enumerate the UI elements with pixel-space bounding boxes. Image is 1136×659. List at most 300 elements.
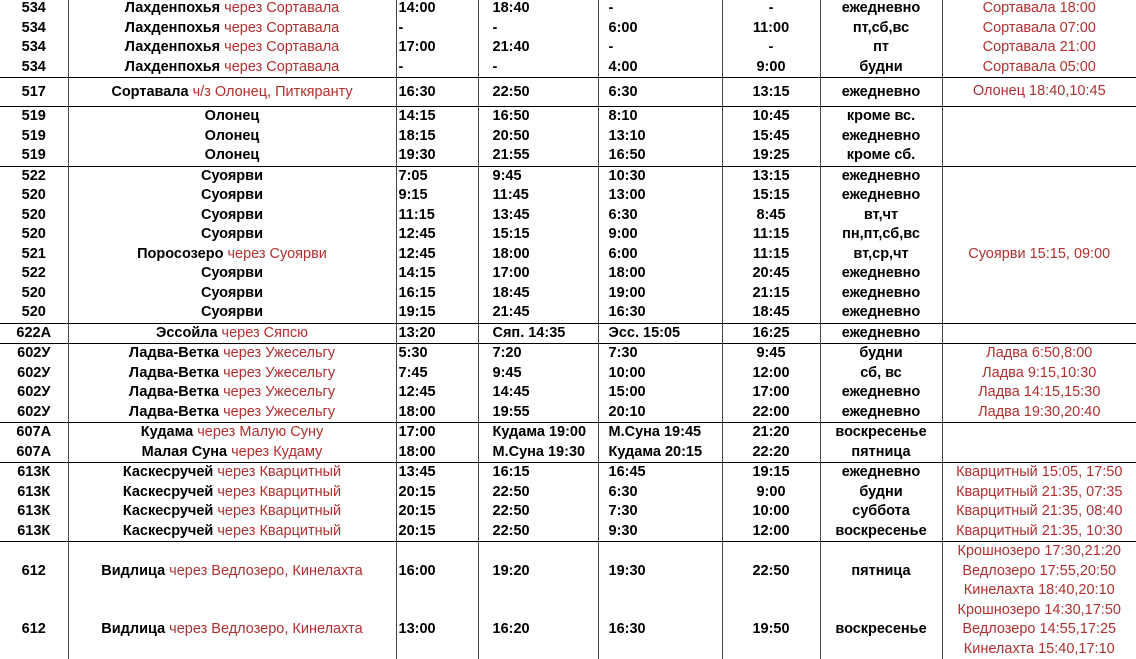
destination-name: Кудама: [141, 424, 193, 440]
arrival-time: 9:45: [478, 166, 598, 186]
departure-time: 13:20: [396, 323, 478, 344]
route-number: 607А: [0, 443, 68, 463]
schedule-row: [0, 383, 1136, 403]
schedule-row: [0, 58, 1136, 78]
arrival-time: 16:20: [478, 601, 598, 659]
destination: [68, 284, 396, 304]
operating-days: будни: [820, 344, 942, 364]
return-arrival-time: 9:00: [722, 58, 820, 78]
return-arrival-time: 19:50: [722, 601, 820, 659]
destination-name: Суоярви: [201, 168, 263, 184]
stop-notes: [942, 166, 1136, 186]
schedule-row: [0, 284, 1136, 304]
destination-via: через Ужесельгу: [219, 404, 335, 420]
operating-days: ежедневно: [820, 323, 942, 344]
departure-time: 5:30: [396, 344, 478, 364]
arrival-time: 13:45: [478, 206, 598, 226]
return-arrival-time: 10:00: [722, 502, 820, 522]
operating-days: ежедневно: [820, 166, 942, 186]
return-departure-time: Эсс. 15:05: [598, 323, 722, 344]
destination-name: Каскесручей: [123, 464, 213, 480]
schedule-row: [0, 502, 1136, 522]
route-number: 613К: [0, 483, 68, 503]
operating-days: воскресенье: [820, 522, 942, 542]
operating-days: воскресенье: [820, 601, 942, 659]
destination: [68, 146, 396, 166]
route-number: 534: [0, 38, 68, 58]
operating-days: ежедневно: [820, 383, 942, 403]
stop-notes: [942, 127, 1136, 147]
return-departure-time: 8:10: [598, 107, 722, 127]
schedule-row: [0, 166, 1136, 186]
stop-notes: [942, 186, 1136, 206]
arrival-time: 11:45: [478, 186, 598, 206]
arrival-time: Сяп. 14:35: [478, 323, 598, 344]
return-departure-time: 9:30: [598, 522, 722, 542]
operating-days: ежедневно: [820, 463, 942, 483]
schedule-row: [0, 186, 1136, 206]
destination: [68, 303, 396, 323]
destination: [68, 19, 396, 39]
stop-notes: [942, 58, 1136, 78]
route-number: 607А: [0, 423, 68, 443]
destination-name: Видлица: [101, 621, 165, 637]
destination: [68, 542, 396, 601]
return-departure-time: 15:00: [598, 383, 722, 403]
return-arrival-time: 12:00: [722, 364, 820, 384]
destination-via: через Кварцитный: [213, 484, 341, 500]
stop-note: Кинелахта 18:40,20:10: [943, 581, 1136, 601]
arrival-time: 16:15: [478, 463, 598, 483]
stop-note: Кварцитный 21:35, 08:40: [943, 502, 1136, 522]
return-departure-time: 13:10: [598, 127, 722, 147]
route-number: 522: [0, 166, 68, 186]
departure-time: -: [396, 58, 478, 78]
destination-name: Суоярви: [201, 304, 263, 320]
stop-notes: [942, 206, 1136, 226]
departure-time: 14:00: [396, 0, 478, 19]
arrival-time: 22:50: [478, 502, 598, 522]
destination-name: Суоярви: [201, 207, 263, 223]
arrival-time: 21:40: [478, 38, 598, 58]
destination-name: Суоярви: [201, 226, 263, 242]
stop-notes: [942, 323, 1136, 344]
destination: [68, 58, 396, 78]
stop-notes: [942, 522, 1136, 542]
stop-notes: [942, 38, 1136, 58]
return-arrival-time: 13:15: [722, 78, 820, 107]
departure-time: 18:15: [396, 127, 478, 147]
return-arrival-time: 20:45: [722, 264, 820, 284]
destination: [68, 443, 396, 463]
return-arrival-time: 21:15: [722, 284, 820, 304]
schedule-row: [0, 206, 1136, 226]
schedule-row: [0, 542, 1136, 601]
operating-days: ежедневно: [820, 403, 942, 423]
return-departure-time: 16:30: [598, 303, 722, 323]
schedule-row: [0, 344, 1136, 364]
route-number: 602У: [0, 344, 68, 364]
return-departure-time: 16:45: [598, 463, 722, 483]
destination-name: Ладва-Ветка: [129, 365, 219, 381]
operating-days: вт,чт: [820, 206, 942, 226]
operating-days: ежедневно: [820, 0, 942, 19]
stop-note: Ведлозеро 14:55,17:25: [943, 620, 1136, 640]
stop-notes: [942, 364, 1136, 384]
departure-time: -: [396, 19, 478, 39]
operating-days: ежедневно: [820, 78, 942, 107]
return-departure-time: 16:30: [598, 601, 722, 659]
destination-name: Олонец: [205, 108, 260, 124]
operating-days: кроме сб.: [820, 146, 942, 166]
return-arrival-time: 22:50: [722, 542, 820, 601]
departure-time: 12:45: [396, 245, 478, 265]
return-arrival-time: 9:00: [722, 483, 820, 503]
operating-days: будни: [820, 483, 942, 503]
destination-name: Сортавала: [111, 84, 188, 100]
stop-note: Кинелахта 15:40,17:10: [943, 640, 1136, 659]
arrival-time: 22:50: [478, 78, 598, 107]
schedule-row: [0, 107, 1136, 127]
return-departure-time: Кудама 20:15: [598, 443, 722, 463]
departure-time: 11:15: [396, 206, 478, 226]
return-departure-time: 7:30: [598, 502, 722, 522]
destination-via: через Ужесельгу: [219, 384, 335, 400]
schedule-row: [0, 483, 1136, 503]
return-departure-time: 6:30: [598, 483, 722, 503]
departure-time: 12:45: [396, 383, 478, 403]
destination: [68, 264, 396, 284]
destination: [68, 186, 396, 206]
operating-days: будни: [820, 58, 942, 78]
stop-notes: [942, 502, 1136, 522]
operating-days: ежедневно: [820, 186, 942, 206]
stop-note: Ведлозеро 17:55,20:50: [943, 562, 1136, 582]
destination-via: ч/з Олонец, Питкяранту: [189, 84, 353, 100]
destination: [68, 107, 396, 127]
schedule-row: [0, 0, 1136, 19]
destination: [68, 383, 396, 403]
operating-days: пн,пт,сб,вс: [820, 225, 942, 245]
destination: [68, 166, 396, 186]
route-number: 622А: [0, 323, 68, 344]
arrival-time: -: [478, 19, 598, 39]
return-arrival-time: 18:45: [722, 303, 820, 323]
arrival-time: 17:00: [478, 264, 598, 284]
destination-name: Лахденпохья: [125, 39, 220, 55]
stop-note: Крошнозеро 17:30,21:20: [943, 542, 1136, 562]
return-departure-time: 6:00: [598, 19, 722, 39]
stop-notes: [942, 78, 1136, 107]
return-departure-time: 10:30: [598, 166, 722, 186]
operating-days: суббота: [820, 502, 942, 522]
arrival-time: 19:20: [478, 542, 598, 601]
arrival-time: 21:45: [478, 303, 598, 323]
stop-notes: [942, 483, 1136, 503]
departure-time: 9:15: [396, 186, 478, 206]
departure-time: 13:45: [396, 463, 478, 483]
schedule-row: [0, 323, 1136, 344]
destination-name: Малая Суна: [142, 444, 227, 460]
destination-via: через Сортавала: [220, 0, 339, 16]
schedule-row: [0, 403, 1136, 423]
return-arrival-time: 15:45: [722, 127, 820, 147]
destination-via: через Сортавала: [220, 59, 339, 75]
return-departure-time: 13:00: [598, 186, 722, 206]
destination-name: Лахденпохья: [125, 20, 220, 36]
return-departure-time: 9:00: [598, 225, 722, 245]
destination-via: через Кварцитный: [213, 464, 341, 480]
destination-via: через Кварцитный: [213, 503, 341, 519]
destination: [68, 403, 396, 423]
operating-days: пт,сб,вс: [820, 19, 942, 39]
departure-time: 16:15: [396, 284, 478, 304]
return-arrival-time: -: [722, 0, 820, 19]
departure-time: 17:00: [396, 38, 478, 58]
destination-name: Ладва-Ветка: [129, 384, 219, 400]
return-departure-time: -: [598, 38, 722, 58]
schedule-row: [0, 78, 1136, 107]
operating-days: воскресенье: [820, 423, 942, 443]
arrival-time: 15:15: [478, 225, 598, 245]
route-number: 613К: [0, 463, 68, 483]
return-departure-time: 6:30: [598, 78, 722, 107]
operating-days: вт,ср,чт: [820, 245, 942, 265]
destination: [68, 423, 396, 443]
return-arrival-time: 19:15: [722, 463, 820, 483]
route-number: 520: [0, 284, 68, 304]
return-arrival-time: 8:45: [722, 206, 820, 226]
arrival-time: М.Суна 19:30: [478, 443, 598, 463]
stop-note: Кварцитный 15:05, 17:50: [943, 463, 1136, 483]
destination: [68, 522, 396, 542]
stop-notes: [942, 19, 1136, 39]
stop-note: Ладва 14:15,15:30: [943, 383, 1136, 403]
return-arrival-time: 13:15: [722, 166, 820, 186]
schedule-row: [0, 601, 1136, 659]
destination-name: Каскесручей: [123, 523, 213, 539]
stop-notes: [942, 107, 1136, 127]
schedule-row: [0, 303, 1136, 323]
arrival-time: -: [478, 58, 598, 78]
schedule-row: [0, 245, 1136, 265]
destination-via: через Ведлозеро, Кинелахта: [165, 563, 363, 579]
return-departure-time: 10:00: [598, 364, 722, 384]
return-departure-time: 7:30: [598, 344, 722, 364]
return-arrival-time: 11:15: [722, 225, 820, 245]
destination: [68, 0, 396, 19]
stop-note: Суоярви 15:15, 09:00: [943, 245, 1136, 265]
route-number: 612: [0, 542, 68, 601]
stop-notes: [942, 463, 1136, 483]
stop-note: Сортавала 05:00: [943, 58, 1136, 78]
schedule-row: [0, 225, 1136, 245]
schedule-row: [0, 19, 1136, 39]
stop-notes: [942, 284, 1136, 304]
destination-name: Каскесручей: [123, 484, 213, 500]
route-number: 602У: [0, 403, 68, 423]
route-number: 519: [0, 146, 68, 166]
departure-time: 14:15: [396, 264, 478, 284]
arrival-time: 18:40: [478, 0, 598, 19]
arrival-time: 16:50: [478, 107, 598, 127]
schedule-row: [0, 127, 1136, 147]
destination-name: Олонец: [205, 147, 260, 163]
destination-via: через Ужесельгу: [219, 365, 335, 381]
route-number: 534: [0, 19, 68, 39]
route-number: 613К: [0, 502, 68, 522]
destination-via: через Сортавала: [220, 39, 339, 55]
return-arrival-time: 11:00: [722, 19, 820, 39]
destination-name: Поросозеро: [137, 246, 223, 262]
schedule-row: [0, 146, 1136, 166]
operating-days: пятница: [820, 443, 942, 463]
schedule-row: [0, 38, 1136, 58]
destination-name: Олонец: [205, 128, 260, 144]
route-number: 517: [0, 78, 68, 107]
destination: [68, 344, 396, 364]
departure-time: 20:15: [396, 483, 478, 503]
route-number: 613К: [0, 522, 68, 542]
stop-notes: [942, 601, 1136, 659]
return-departure-time: 6:00: [598, 245, 722, 265]
stop-note: Ладва 6:50,8:00: [943, 344, 1136, 364]
destination-name: Ладва-Ветка: [129, 345, 219, 361]
stop-note: Кварцитный 21:35, 10:30: [943, 522, 1136, 542]
stop-note: Кварцитный 21:35, 07:35: [943, 483, 1136, 503]
route-number: 520: [0, 186, 68, 206]
destination: [68, 323, 396, 344]
stop-notes: [942, 423, 1136, 443]
route-number: 519: [0, 107, 68, 127]
route-number: 602У: [0, 383, 68, 403]
operating-days: ежедневно: [820, 127, 942, 147]
stop-notes: [942, 383, 1136, 403]
stop-notes: [942, 303, 1136, 323]
departure-time: 18:00: [396, 443, 478, 463]
departure-time: 20:15: [396, 502, 478, 522]
return-arrival-time: 11:15: [722, 245, 820, 265]
destination-via: через Малую Суну: [193, 424, 323, 440]
departure-time: 20:15: [396, 522, 478, 542]
stop-notes: [942, 225, 1136, 245]
return-arrival-time: 21:20: [722, 423, 820, 443]
arrival-time: 9:45: [478, 364, 598, 384]
destination-name: Суоярви: [201, 285, 263, 301]
schedule-row: [0, 443, 1136, 463]
return-arrival-time: 16:25: [722, 323, 820, 344]
destination-via: через Сяпсю: [218, 325, 308, 341]
stop-note: Олонец 18:40,10:45: [943, 82, 1136, 102]
departure-time: 16:00: [396, 542, 478, 601]
destination: [68, 38, 396, 58]
arrival-time: 14:45: [478, 383, 598, 403]
stop-note: Ладва 19:30,20:40: [943, 403, 1136, 423]
stop-note: Сортавала 21:00: [943, 38, 1136, 58]
departure-time: 19:15: [396, 303, 478, 323]
destination: [68, 502, 396, 522]
stop-notes: [942, 146, 1136, 166]
destination-via: через Ведлозеро, Кинелахта: [165, 621, 363, 637]
stop-notes: [942, 264, 1136, 284]
stop-note: Крошнозеро 14:30,17:50: [943, 601, 1136, 621]
departure-time: 13:00: [396, 601, 478, 659]
return-departure-time: 19:30: [598, 542, 722, 601]
operating-days: ежедневно: [820, 303, 942, 323]
route-number: 519: [0, 127, 68, 147]
arrival-time: 7:20: [478, 344, 598, 364]
return-departure-time: М.Суна 19:45: [598, 423, 722, 443]
departure-time: 17:00: [396, 423, 478, 443]
route-number: 534: [0, 0, 68, 19]
schedule-row: [0, 463, 1136, 483]
stop-notes: [942, 344, 1136, 364]
destination-name: Лахденпохья: [125, 0, 220, 16]
stop-notes: [942, 0, 1136, 19]
arrival-time: 19:55: [478, 403, 598, 423]
destination-name: Ладва-Ветка: [129, 404, 219, 420]
destination-name: Лахденпохья: [125, 59, 220, 75]
return-arrival-time: -: [722, 38, 820, 58]
destination-via: через Кварцитный: [213, 523, 341, 539]
stop-notes: [942, 245, 1136, 265]
route-number: 522: [0, 264, 68, 284]
destination-name: Каскесручей: [123, 503, 213, 519]
return-departure-time: -: [598, 0, 722, 19]
destination-name: Эссойла: [156, 325, 218, 341]
route-number: 534: [0, 58, 68, 78]
destination-via: через Ужесельгу: [219, 345, 335, 361]
route-number: 520: [0, 206, 68, 226]
operating-days: пт: [820, 38, 942, 58]
arrival-time: 22:50: [478, 522, 598, 542]
arrival-time: 20:50: [478, 127, 598, 147]
arrival-time: 21:55: [478, 146, 598, 166]
stop-note: Ладва 9:15,10:30: [943, 364, 1136, 384]
stop-note: Сортавала 07:00: [943, 19, 1136, 39]
return-departure-time: 19:00: [598, 284, 722, 304]
schedule-row: [0, 423, 1136, 443]
destination: [68, 225, 396, 245]
route-number: 521: [0, 245, 68, 265]
arrival-time: 18:00: [478, 245, 598, 265]
destination-via: через Суоярви: [223, 246, 326, 262]
departure-time: 7:05: [396, 166, 478, 186]
return-arrival-time: 12:00: [722, 522, 820, 542]
destination-name: Суоярви: [201, 265, 263, 281]
stop-notes: [942, 403, 1136, 423]
destination: [68, 78, 396, 107]
route-number: 612: [0, 601, 68, 659]
departure-time: 12:45: [396, 225, 478, 245]
schedule-row: [0, 522, 1136, 542]
destination: [68, 245, 396, 265]
operating-days: кроме вс.: [820, 107, 942, 127]
schedule-row: [0, 364, 1136, 384]
route-number: 520: [0, 303, 68, 323]
return-arrival-time: 19:25: [722, 146, 820, 166]
return-arrival-time: 15:15: [722, 186, 820, 206]
stop-notes: [942, 443, 1136, 463]
return-departure-time: 6:30: [598, 206, 722, 226]
arrival-time: Кудама 19:00: [478, 423, 598, 443]
return-arrival-time: 22:00: [722, 403, 820, 423]
destination-via: через Сортавала: [220, 20, 339, 36]
destination-name: Суоярви: [201, 187, 263, 203]
destination-name: Видлица: [101, 563, 165, 579]
destination: [68, 206, 396, 226]
departure-time: 16:30: [396, 78, 478, 107]
